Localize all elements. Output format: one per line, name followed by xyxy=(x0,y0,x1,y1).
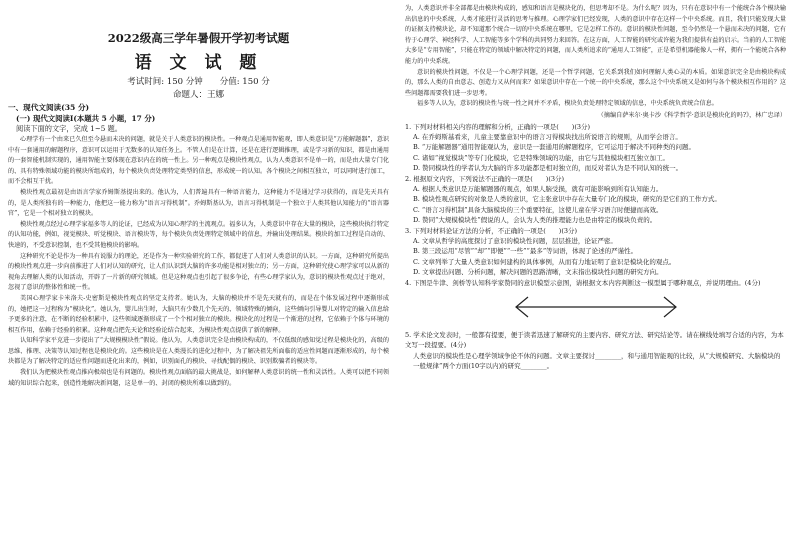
passage-paragraph: 美国心理学家卡米洛夫-史密斯是模块性观点的坚定支持者。她认为，大脑的模块并不是先天就有的，而是在个体发展过程中逐渐形成的，她把这一过程称为“模块化”。她认为，婴儿出生时，大脑只有少数几个先天的、领域特殊的倾向，这些倾向引导婴儿对特定的输入信息给予更多的注意，在不断的经验积累中，这些领域逐渐形成了一个个相对独立的模块。模块化的过程是一个渐进的过程，它依赖于个体与环境的相互作用，依赖于经验的积累。这种观点把先天论和经验论结合起来，为模块性观点提供了新的解释。 xyxy=(8,294,389,334)
passage-paragraph: 模块性观点最初是由语言学家乔姆斯基提出来的。他认为，人们普遍具有一种语言能力，这种能力不是通过学习获得的，而是先天具有的，是人类所独有的一种能力，他把这一能力称为“语言习得机制”。乔姆斯基认为，语言习得机制是一个独立于人类其他认知能力的“语言器官”，它是一个相对独立的模块。 xyxy=(8,188,389,218)
exam-proposer: 命题人：王娜 xyxy=(172,90,224,100)
question-2: 2. 根据原文内容，下列说法不正确的一项是( )(3分) xyxy=(405,174,565,183)
question-3: 3. 下列对材料论证方法的分析，不正确的一项是( )(3分) xyxy=(405,226,578,235)
question-5: 5. 学术论文发表时，一般都有提要，便于读者迅速了解研究的主要内容、研究方法、研究结论等。请在横线处填写合适的内容，为本文写一段提要。(4分) xyxy=(405,331,784,350)
question-5-fill: 人类意识的模块性是心理学领域争论不休的问题。文章主要探讨________，和与通用智能观的比较，从“大规模研究、大脑模块的一般规律”两个方面(10字以内)的研究________。 xyxy=(413,351,781,371)
subsection-heading: (一) 现代文阅读Ⅰ(本题共 5 小题，17 分) xyxy=(16,114,156,123)
option-2c: C. “语言习得机制”具备大脑模块的三个重要特征，这使儿童在学习语言时便捷而高效。 xyxy=(413,205,663,214)
option-1a: A. 在乔姆斯基看来，儿童主要靠意识中的语言习得模块找出所说语言的规则，从而学会语言。 xyxy=(413,132,682,141)
option-1b: B. “万能解题器”通用智能观认为，意识是一套通用的解题程序，它可运用于解决不同种类的问题。 xyxy=(413,143,696,152)
subject-title: 语 文 试 题 xyxy=(134,53,263,73)
option-3d: D. 文章提出问题、分析问题，解决问题的思路清晰，文末指出模块性问题的研究方向。 xyxy=(413,268,663,277)
reading-instruction: 阅读下面的文字，完成 1~5 题。 xyxy=(16,124,122,133)
exam-title: 2022级高三学年暑假开学初考试题 xyxy=(107,31,290,45)
exam-info: 考试时间: 150 分钟 分值: 150 分 xyxy=(127,77,270,87)
passage-paragraph: 我们认为把模块性观点推向极端也是有问题的。模块性观点面临的最大挑战是，如何解释人类意识的统一性和灵活性。人类可以把不同领域的知识综合起来，创造性地解决新问题，这是单一的、封闭的模块所难以做到的。 xyxy=(8,369,389,387)
right-column xyxy=(405,4,786,556)
section-heading: 一、现代文阅读(35 分) xyxy=(8,103,90,112)
passage-paragraph: 心理学有一个由来已久但至今悬而未决的问题，就是关于人类意识的模块性。一种观点是通用智能观，即人类意识是“万能解题器”，意识中有一套通用的解题程序，意识可以运用于无数多的认知任务上。不管人们是在计算，还是在进行逻辑推理，或是学习新的知识，都是由通用的一套智能机制实现的，通用智能主要体现在意识内在的统一性上。另一种观点是模块性观点，认为人类意识不是单一的，而是由大量专门化的、具有特殊领域功能的模块所组成的，每个模块负责处理特定类型的信息，形成统一的认知。各个模块之间相互独立，可以同时进行加工，而不会相互干扰。 xyxy=(8,136,389,186)
option-1c: C. 诸如“视觉模块”等专门化模块，它是特殊领域的功能，由它与其他模块相互独立加工。 xyxy=(413,153,670,162)
option-3c: C. 文章列举了大量人类意识如何建构的具体事例，从而有力地证明了意识是模块化的观点。 xyxy=(413,257,676,266)
passage-source: （摘编自萨米尔·奥卡沙《科学哲学·意识是模块化的吗?》，林广忠译） xyxy=(597,111,786,119)
option-3a: A. 文章从哲学的高度探讨了意识的模块性问题，层层推进，论证严密。 xyxy=(413,237,617,245)
question-1: 1. 下列对材料相关内容的理解和分析，正确的一项是( )(3分) xyxy=(405,122,591,131)
passage-paragraph: 这种研究不论是作为一种具有说服力的理论，还是作为一种实验研究的工作，都促进了人们对人类意识的认识。一方面，这种研究所提出的模块性观点进一步向前推进了人们对认知的研究，让人们认识到大脑的许多功能是相对独立的；另一方面，这种研究使心理学家可以从新的视角去理解人类的认知活动，开辟了一片新的研究领域。但是这种观点也引起了很多争论，有些心理学家认为，意识的模块性观点过于绝对，忽视了意识的整体性和统一性。 xyxy=(8,252,389,292)
option-2d: D. 赞同“大规模模块性”假说的人，会认为人类的推理能力也是由特定的模块负责的。 xyxy=(413,216,657,225)
question-4: 4. 下图是牛津、剑桥等认知科学家赞同的意识模型示意图，请根据文本内容判断这一模型属于哪种观点，并说明理由。(4分) xyxy=(405,278,761,287)
passage-paragraph: 模块性观点经过心理学家福多等人的论证，已经成为认知心理学的主流观点。福多认为，人类意识中存在大量的模块，这些模块执行特定的认知功能，例如，视觉模块、听觉模块、语言模块等，每个模块负责处理特定领域中的信息，并输出处理结果。模块的加工过程是自动的、快速的，不受意识控制，也不受其他模块的影响。 xyxy=(8,220,389,249)
double-arrow-diagram xyxy=(405,292,786,322)
option-3b: B. 第三段运用“尽管”“却”“即便”“一些”“最多”等词语，体现了论述的严谨性。 xyxy=(413,247,638,256)
option-2a: A. 根据人类意识是万能解题器的观点，如果人脑受损，就有可能影响到所有认知能力。 xyxy=(413,184,663,193)
option-1d: D. 赞同模块性的学者认为大脑的许多功能都是相对独立的，而反对者认为是不同认知的统一。 xyxy=(413,164,683,173)
passage-paragraph: 认知科学家平克进一步提出了“大规模模块性”假说。他认为，人类意识完全是由模块构成的，不仅低级的感知觉过程是模块化的，高级的思维、推理、决策等认知过程也是模块化的。这些模块是在人类漫长的进化过程中，为了解决祖先所面临的适应性问题而逐渐形成的，每个模块都是为了解决特定的适应性问题而进化出来的，例如，识别面孔的模块、寻找配偶的模块、识别欺骗者的模块等。 xyxy=(8,337,389,366)
double-arrow-icon xyxy=(506,292,686,322)
left-column xyxy=(8,4,389,556)
passage-paragraph: 为，人类意识并非全部都是由模块构成的，感知和语言是模块化的，但思考却不是。为什么呢？因为，只有在意识中有一个能统合各个模块输出信息的中央系统，人类才能进行灵活的思考与推理。心理学家们已经发现，人类的意识中存在这样一个中央系统。而且，我们只能发现大量的证据支持模块论，却不知道那个统合一切的中央系统在哪里，它是怎样工作的。意识的模块性问题，至今仍然是一个悬而未决的问题，它有待于心理学、神经科学、人工智能等多个学科的共同努力来回答。在这方面，人工智能的研究或许能为我们提供有益的启示。当前的人工智能大多是“专用智能”，只能在特定的领域中解决特定的问题，而人类所追求的“通用人工智能”，正是希望机器能像人一样，拥有一个能统合各种能力的中央系统。 xyxy=(405,5,786,65)
passage-paragraph: 福多等人认为，意识的模块性与统一性之间并不矛盾，模块负责处理特定领域的信息，中央系统负责统合信息。 xyxy=(417,100,718,108)
option-2b: B. 模块性观点研究的对象是人类的意识，它主张意识中存在大量专门化的模块，研究的是它们的工作方式。 xyxy=(413,195,721,204)
passage-paragraph: 意识的模块性问题，不仅是一个心理学问题，还是一个哲学问题，它关系到我们如何理解人类心灵的本质。如果意识完全是由模块构成的，那么人类的自由意志、创造力又从何而来？如果意识中存在一个统一的中央系统，那么这个中央系统又是如何与各个模块相互作用的？这些问题都需要我们进一步思考。 xyxy=(405,68,786,97)
